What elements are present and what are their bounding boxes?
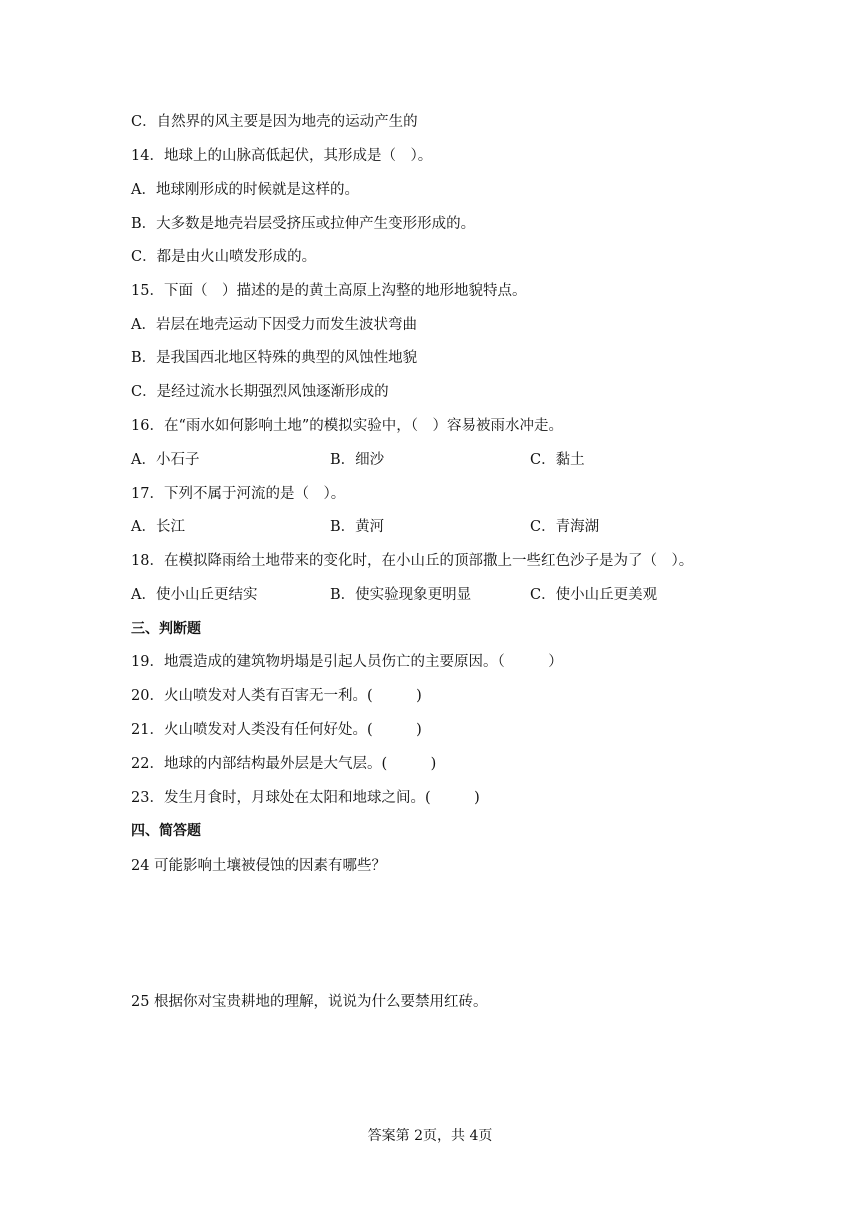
q18-option-a: A．使小山丘更结实 [131, 587, 258, 603]
question-22: 22．地球的内部结构最外层是大气层。( ) [131, 756, 437, 772]
page-footer: 答案第 2页，共 4页 [367, 1128, 493, 1144]
q17-option-a: A．长江 [131, 519, 185, 535]
q17-option-b: B．黄河 [330, 519, 385, 535]
q17-option-c: C．青海湖 [530, 519, 600, 535]
section-heading-judgement: 三、判断题 [131, 621, 201, 637]
question-21: 21．火山喷发对人类没有任何好处。( ) [131, 722, 422, 738]
section-heading-short-answer: 四、简答题 [131, 823, 201, 839]
q16-option-c: C．黏土 [530, 452, 585, 468]
q16-option-b: B．细沙 [330, 452, 385, 468]
question-20: 20．火山喷发对人类有百害无一利。( ) [131, 688, 422, 704]
question-16: 16．在“雨水如何影响土地”的模拟实验中，（ ）容易被雨水冲走。 [131, 418, 564, 434]
question-18: 18．在模拟降雨给土地带来的变化时，在小山丘的顶部撒上一些红色沙子是为了（ ）。 [131, 553, 694, 569]
question-24: 24 可能影响土壤被侵蚀的因素有哪些？ [131, 858, 387, 874]
question-25: 25 根据你对宝贵耕地的理解，说说为什么要禁用红砖。 [131, 994, 488, 1010]
q18-option-c: C．使小山丘更美观 [530, 587, 658, 603]
q13-option-c: C．自然界的风主要是因为地壳的运动产生的 [131, 114, 418, 130]
question-15: 15．下面（ ）描述的是的黄土高原上沟整的地形地貌特点。 [131, 283, 527, 299]
q15-option-c: C．是经过流水长期强烈风蚀逐渐形成的 [131, 384, 389, 400]
question-14: 14．地球上的山脉高低起伏，其形成是（ ）。 [131, 148, 433, 164]
question-19: 19．地震造成的建筑物坍塌是引起人员伤亡的主要原因。（ ） [131, 654, 563, 670]
question-17: 17．下列不属于河流的是（ ）。 [131, 486, 346, 502]
q16-option-a: A．小石子 [131, 452, 200, 468]
q14-option-c: C．都是由火山喷发形成的。 [131, 249, 317, 265]
q18-option-b: B．使实验现象更明显 [330, 587, 472, 603]
q14-option-b: B．大多数是地壳岩层受挤压或拉伸产生变形形成的。 [131, 216, 476, 232]
q15-option-b: B．是我国西北地区特殊的典型的风蚀性地貌 [131, 350, 418, 366]
question-23: 23．发生月食时，月球处在太阳和地球之间。( ) [131, 790, 480, 806]
q14-option-a: A．地球刚形成的时候就是这样的。 [131, 182, 359, 198]
q15-option-a: A．岩层在地壳运动下因受力而发生波状弯曲 [131, 317, 417, 333]
